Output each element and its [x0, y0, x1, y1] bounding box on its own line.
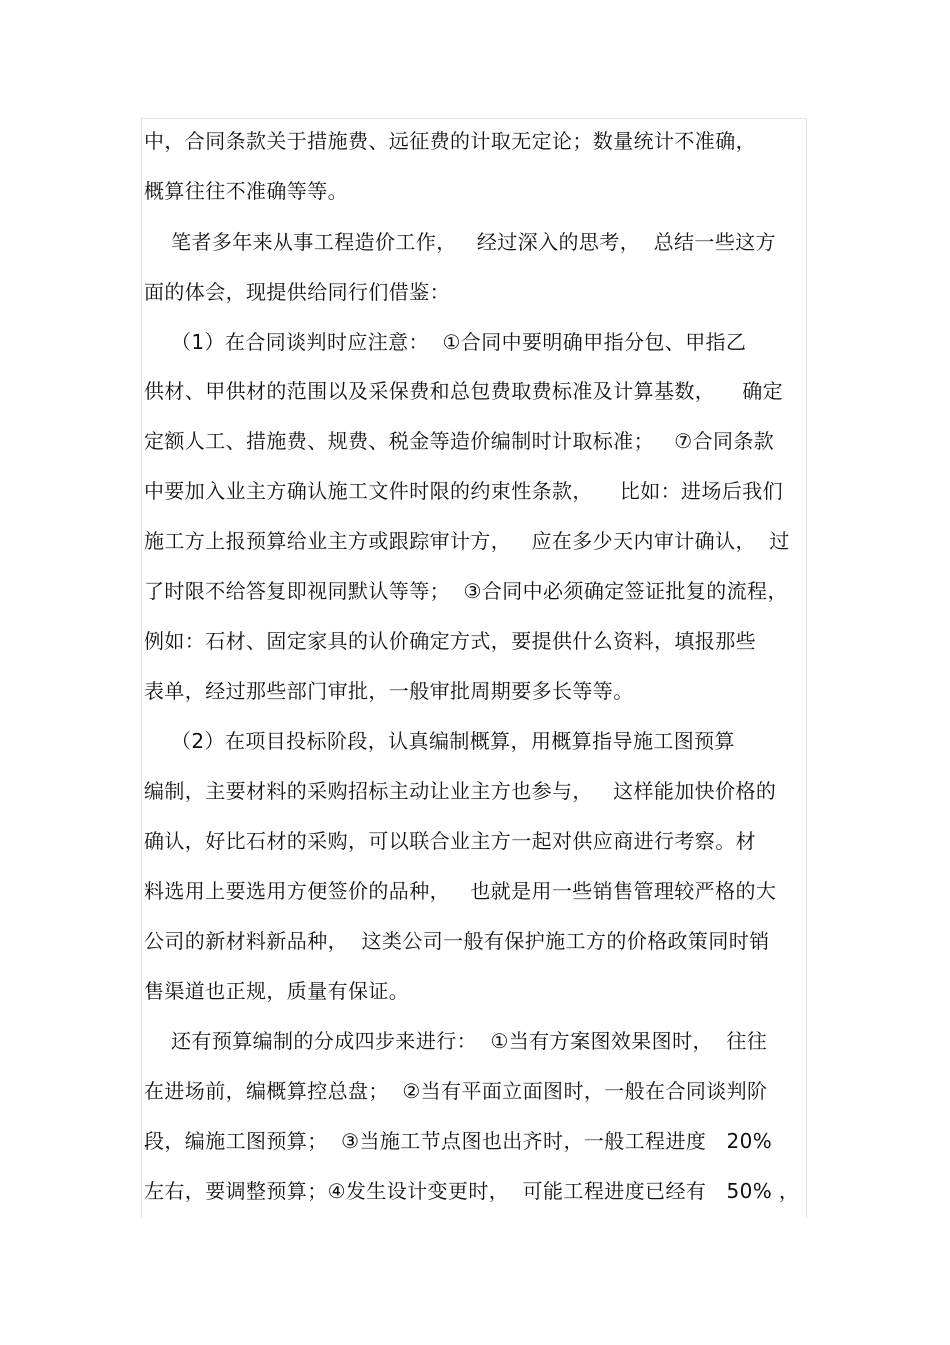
text-line: 笔者多年来从事工程造价工作， 经过深入的思考， 总结一些这方 — [144, 230, 777, 254]
text-line: 施工方上报预算给业主方或跟踪审计方， 应在多少天内审计确认， 过 — [144, 529, 790, 553]
text-line: 概算往往不准确等等。 — [144, 179, 348, 203]
text-line: 中，合同条款关于措施费、远征费的计取无定论；数量统计不准确， — [144, 129, 756, 153]
text-line: 了时限不给答复即视同默认等等； ③合同中必须确定签证批复的流程， — [144, 579, 788, 603]
text-line: 定额人工、措施费、规费、税金等造价编制时计取标准； ⑦合同条款 — [144, 429, 775, 453]
text-line: 编制，主要材料的采购招标主动让业主方也参与， 这样能加快价格的 — [144, 779, 777, 803]
text-line: 例如：石材、固定家具的认价确定方式，要提供什么资料，填报那些 — [144, 629, 756, 653]
text-line: 料选用上要选用方便签价的品种， 也就是用一些销售管理较严格的大 — [144, 879, 777, 903]
text-line: 中要加入业主方确认施工文件时限的约束性条款， 比如：进场后我们 — [144, 479, 784, 503]
text-line: 供材、甲供材的范围以及采保费和总包费取费标准及计算基数， 确定 — [144, 379, 784, 403]
text-line: 左右，要调整预算；④发生设计变更时， 可能工程进度已经有 50% ， — [144, 1179, 800, 1203]
text-line: 还有预算编制的分成四步来进行： ①当有方案图效果图时， 往往 — [144, 1029, 768, 1053]
text-line: 确认，好比石材的采购，可以联合业主方一起对供应商进行考察。材 — [144, 829, 756, 853]
text-line: （2）在项目投标阶段，认真编制概算，用概算指导施工图预算 — [144, 729, 735, 753]
text-line: 段，编施工图预算； ③当施工节点图也出齐时，一般工程进度 20% — [144, 1129, 773, 1153]
text-line: （1）在合同谈判时应注意： ①合同中要明确甲指分包、甲指乙 — [144, 330, 747, 354]
text-line: 面的体会，现提供给同行们借鉴： — [144, 280, 450, 304]
text-line: 在进场前，编概算控总盘； ②当有平面立面图时，一般在合同谈判阶 — [144, 1079, 768, 1103]
text-line: 售渠道也正规，质量有保证。 — [144, 979, 410, 1003]
text-line: 公司的新材料新品种， 这类公司一般有保护施工方的价格政策同时销 — [144, 929, 770, 953]
text-line: 表单，经过那些部门审批，一般审批周期要多长等等。 — [144, 679, 634, 703]
